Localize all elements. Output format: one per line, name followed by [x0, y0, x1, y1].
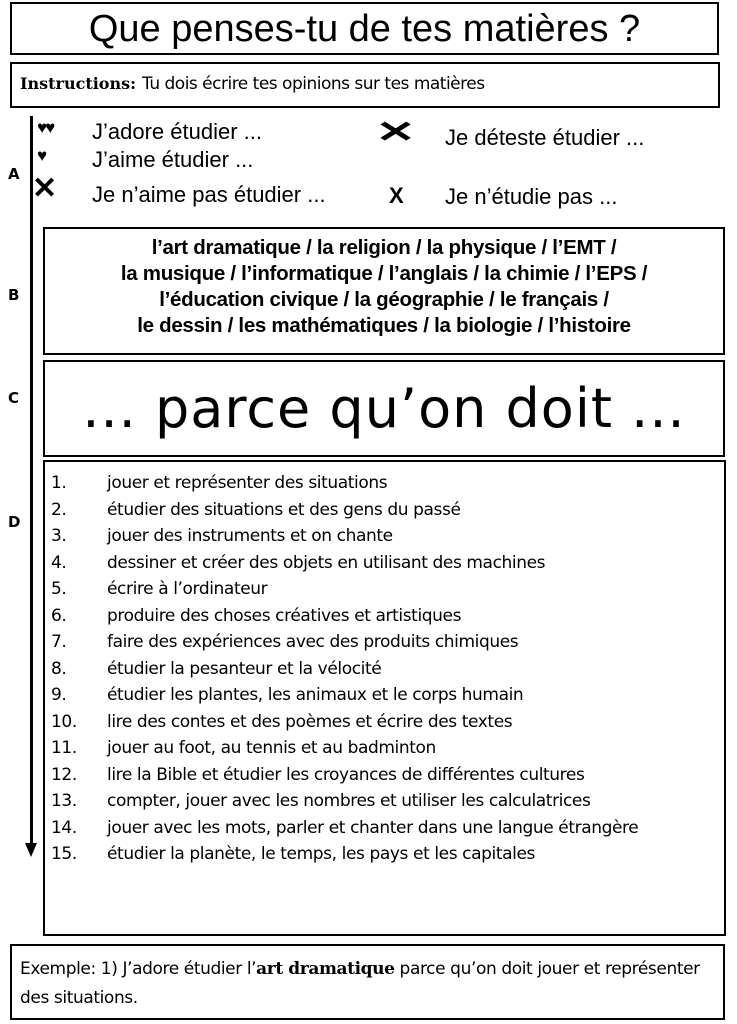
two-hearts-icon: ♥♥ — [37, 118, 54, 137]
subjects-line: l’éducation civique / la géographie / le français / — [159, 288, 609, 311]
example-subject: art dramatique — [256, 959, 395, 979]
title-box — [10, 2, 719, 55]
list-item: 5. écrire à l’ordinateur — [51, 579, 268, 599]
section-label-a: A — [8, 165, 20, 183]
crossed-heart-icon: ✕ — [32, 172, 58, 205]
list-item: 7. faire des expériences avec des produits chimiques — [51, 632, 519, 652]
list-item: 13. compter, jouer avec les nombres et utiliser les calculatrices — [51, 791, 591, 811]
connector-box — [43, 360, 725, 457]
subjects-line: le dessin / les mathématiques / la biologie / l’histoire — [137, 314, 631, 337]
subjects-line: l’art dramatique / la religion / la physique / l’EMT / — [151, 236, 617, 259]
subjects-list — [45, 235, 723, 339]
legend-aime: J’aime étudier ... — [92, 147, 254, 172]
legend-aime-pas: Je n’aime pas étudier ... — [92, 182, 326, 207]
list-item: 1. jouer et représenter des situations — [51, 473, 388, 493]
section-label-c: C — [8, 389, 20, 407]
list-item: 4. dessiner et créer des objets en utilisant des machines — [51, 552, 546, 573]
reasons-list — [51, 470, 667, 868]
reasons-box — [43, 460, 726, 936]
list-item: 2. étudier des situations et des gens du passé — [51, 499, 461, 520]
connector-text: ... parce qu’on doit ... — [82, 377, 686, 440]
example-text: Exemple: 1) J’adore étudier l’art dramatique parce qu’on doit jouer et représenter des situations. — [20, 959, 700, 1008]
legend-deteste: Je déteste étudier ... — [445, 125, 645, 150]
subjects-line: la musique / l’informatique / l’anglais / la chimie / l’EPS / — [120, 262, 648, 285]
arrow-down-icon — [25, 843, 37, 857]
legend-etudie-pas: Je n’étudie pas ... — [445, 184, 618, 209]
instructions — [20, 74, 485, 94]
crossed-two-hearts-icon: ✕ — [375, 116, 416, 149]
instructions-text: Tu dois écrire tes opinions sur tes matières — [142, 74, 485, 94]
x-icon: X — [389, 183, 404, 208]
flow-line — [30, 116, 33, 846]
example-box — [10, 944, 725, 1020]
page-title: Que penses-tu de tes matières ? — [88, 8, 641, 50]
instructions-label: Instructions: — [20, 74, 137, 93]
subjects-box — [43, 227, 725, 355]
list-item: 15. étudier la planète, le temps, les pays et les capitales — [51, 844, 535, 864]
section-label-d: D — [8, 513, 21, 531]
section-label-b: B — [8, 286, 20, 304]
list-item: 6. produire des choses créatives et artistiques — [51, 605, 462, 626]
list-item: 11. jouer au foot, au tennis et au badminton — [51, 738, 436, 758]
list-item: 3. jouer des instruments et on chante — [51, 526, 393, 546]
list-item: 10. lire des contes et des poèmes et écrire des textes — [51, 711, 513, 732]
list-item: 9. étudier les plantes, les animaux et le corps humain — [51, 685, 524, 705]
legend-adore: J’adore étudier ... — [92, 119, 262, 144]
list-item: 8. étudier la pesanteur et la vélocité — [51, 658, 382, 679]
instructions-box — [10, 62, 720, 108]
list-item: 12. lire la Bible et étudier les croyances de différentes cultures — [51, 764, 585, 785]
heart-icon: ♥ — [37, 146, 48, 165]
list-item: 14. jouer avec les mots, parler et chanter dans une langue étrangère — [51, 817, 639, 838]
